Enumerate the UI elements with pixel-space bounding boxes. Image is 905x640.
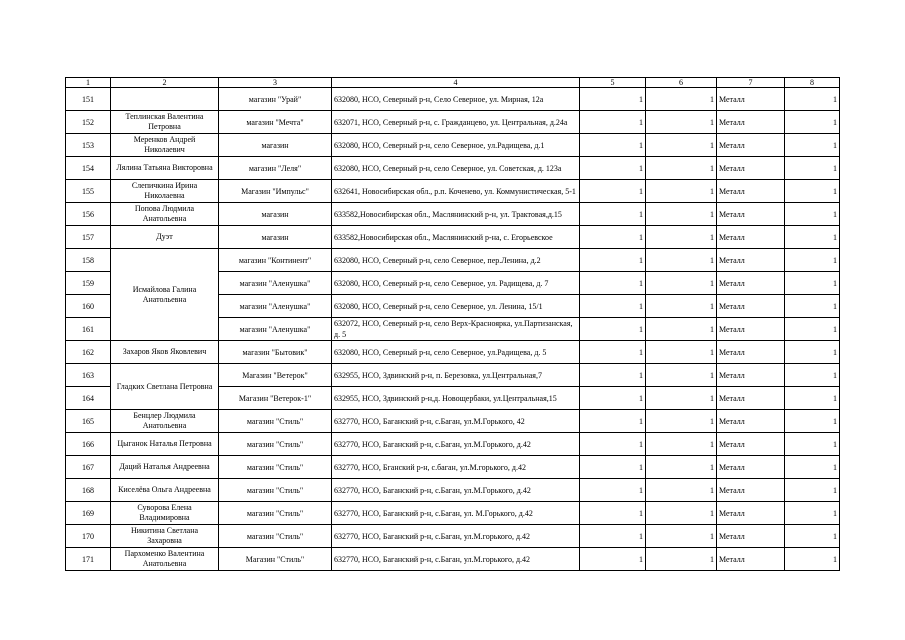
material-cell: Металл [717,295,785,318]
quantity-cell: 1 [646,180,717,203]
count-cell: 1 [785,502,840,525]
address-cell: 632080, НСО, Северный р-н, село Северное, ул.Радищева, д. 5 [332,341,580,364]
shop-name-cell: магазин "Стиль" [219,433,332,456]
quantity-cell: 1 [646,502,717,525]
quantity-cell: 1 [580,364,646,387]
row-number-cell: 170 [66,525,111,548]
table-body [66,78,840,571]
count-cell: 1 [785,318,840,341]
column-header: 8 [785,78,840,88]
quantity-cell: 1 [580,249,646,272]
quantity-cell: 1 [646,157,717,180]
quantity-cell: 1 [580,548,646,571]
quantity-cell: 1 [580,479,646,502]
shop-name-cell: магазин [219,226,332,249]
quantity-cell: 1 [580,295,646,318]
address-cell: 632071, НСО, Северный р-н, с. Гражданцево, ул. Центральная, д.24а [332,111,580,134]
material-cell: Металл [717,410,785,433]
material-cell: Металл [717,479,785,502]
address-cell: 632770, НСО, Бганский р-н, с.баган, ул.М.горького, д.42 [332,456,580,479]
column-header: 6 [646,78,717,88]
quantity-cell: 1 [580,111,646,134]
row-number-cell: 168 [66,479,111,502]
row-number-cell: 162 [66,341,111,364]
quantity-cell: 1 [646,364,717,387]
quantity-cell: 1 [580,272,646,295]
shop-name-cell: магазин "Аленушка" [219,272,332,295]
quantity-cell: 1 [580,157,646,180]
shop-name-cell: магазин "Аленушка" [219,318,332,341]
row-number-cell: 167 [66,456,111,479]
owner-name-cell: Цыганок Наталья Петровна [111,433,219,456]
table-row [66,180,840,203]
address-cell: 632770, НСО, Баганский р-н, с.Баган, ул.М.Горького, д.42 [332,479,580,502]
table-row [66,364,840,387]
table-row [66,502,840,525]
table-row [66,249,840,272]
address-cell: 632080, НСО, Северный р-н, село Северное, ул. Радищева, д. 7 [332,272,580,295]
row-number-cell: 156 [66,203,111,226]
quantity-cell: 1 [646,548,717,571]
quantity-cell: 1 [646,203,717,226]
table-row [66,433,840,456]
owner-name-cell: Даций Наталья Андреевна [111,456,219,479]
row-number-cell: 164 [66,387,111,410]
row-number-cell: 157 [66,226,111,249]
material-cell: Металл [717,456,785,479]
table-row [66,88,840,111]
address-cell: 632955, НСО, Здвинский р-н, п. Березовка, ул.Центральная,7 [332,364,580,387]
row-number-cell: 161 [66,318,111,341]
quantity-cell: 1 [646,272,717,295]
count-cell: 1 [785,203,840,226]
shop-name-cell: магазин "Стиль" [219,502,332,525]
address-cell: 632641, Новосибирская обл., р.п. Коченево, ул. Коммунистическая, 5-1 [332,180,580,203]
address-cell: 632080, НСО, Северный р-н, село Северное, ул. Советская, д. 123а [332,157,580,180]
shop-name-cell: магазин [219,134,332,157]
quantity-cell: 1 [580,410,646,433]
count-cell: 1 [785,456,840,479]
quantity-cell: 1 [580,525,646,548]
address-cell: 632770, НСО, Баганский р-н, с.Баган, ул. М.Горького, д.42 [332,502,580,525]
row-number-cell: 166 [66,433,111,456]
owner-name-cell: Лялина Татьяна Викторовна [111,157,219,180]
quantity-cell: 1 [646,410,717,433]
material-cell: Металл [717,157,785,180]
table-row [66,203,840,226]
quantity-cell: 1 [646,525,717,548]
material-cell: Металл [717,387,785,410]
row-number-cell: 160 [66,295,111,318]
material-cell: Металл [717,134,785,157]
row-number-cell: 169 [66,502,111,525]
quantity-cell: 1 [646,249,717,272]
shop-name-cell: магазин "Стиль" [219,479,332,502]
material-cell: Металл [717,272,785,295]
address-cell: 632955, НСО, Здвинский р-н,д. Новощербаки, ул.Центральная,15 [332,387,580,410]
column-header: 4 [332,78,580,88]
row-number-cell: 165 [66,410,111,433]
address-cell: 632770, НСО, Баганский р-н, с.Баган, ул.М.горького, д.42 [332,548,580,571]
owner-name-cell: Никитина Светлана Захаровна [111,525,219,548]
address-cell: 632770, НСО, Баганский р-н, с.Баган, ул.М.Горького, д.42 [332,433,580,456]
owner-name-cell: Киселёва Ольга Андреевна [111,479,219,502]
row-number-cell: 159 [66,272,111,295]
row-number-cell: 158 [66,249,111,272]
quantity-cell: 1 [646,88,717,111]
row-number-cell: 163 [66,364,111,387]
owner-name-cell: Суворова Елена Владимировна [111,502,219,525]
quantity-cell: 1 [580,387,646,410]
table-row [66,111,840,134]
quantity-cell: 1 [646,226,717,249]
count-cell: 1 [785,272,840,295]
quantity-cell: 1 [580,134,646,157]
address-cell: 632770, НСО, Баганский р-н, с.Баган, ул.М.горького, д.42 [332,525,580,548]
table-row [66,548,840,571]
owner-name-cell: Слепичкина Ирина Николаевна [111,180,219,203]
quantity-cell: 1 [646,456,717,479]
count-cell: 1 [785,180,840,203]
column-header: 7 [717,78,785,88]
row-number-cell: 153 [66,134,111,157]
shop-name-cell: магазин "Бытовик" [219,341,332,364]
material-cell: Металл [717,318,785,341]
count-cell: 1 [785,226,840,249]
material-cell: Металл [717,525,785,548]
quantity-cell: 1 [580,180,646,203]
table-row [66,456,840,479]
quantity-cell: 1 [646,318,717,341]
material-cell: Металл [717,111,785,134]
column-header: 2 [111,78,219,88]
quantity-cell: 1 [646,295,717,318]
quantity-cell: 1 [580,88,646,111]
count-cell: 1 [785,88,840,111]
count-cell: 1 [785,249,840,272]
table-row [66,410,840,433]
address-cell: 633582,Новосибирская обл., Маслянинский р-на, с. Егорьевское [332,226,580,249]
owner-name-cell: Меренков Андрей Николаевич [111,134,219,157]
count-cell: 1 [785,548,840,571]
material-cell: Металл [717,341,785,364]
shop-name-cell: магазин "Стиль" [219,525,332,548]
count-cell: 1 [785,525,840,548]
table-row [66,479,840,502]
count-cell: 1 [785,364,840,387]
material-cell: Металл [717,548,785,571]
material-cell: Металл [717,502,785,525]
shop-name-cell: магазин [219,203,332,226]
count-cell: 1 [785,387,840,410]
count-cell: 1 [785,157,840,180]
quantity-cell: 1 [580,318,646,341]
quantity-cell: 1 [646,479,717,502]
shop-name-cell: Магазин "Стиль" [219,548,332,571]
shop-name-cell: Магазин "Импульс" [219,180,332,203]
registry-table [65,77,840,571]
address-cell: 632080, НСО, Северный р-н, Село Северное, ул. Мирная, 12а [332,88,580,111]
row-number-cell: 154 [66,157,111,180]
address-cell: 632080, НСО, Северный р-н, село Северное, пер.Ленина, д.2 [332,249,580,272]
shop-name-cell: Магазин "Ветерок-1" [219,387,332,410]
owner-name-cell: Попова Людмила Анатольевна [111,203,219,226]
quantity-cell: 1 [580,433,646,456]
table-row [66,134,840,157]
address-cell: 632080, НСО, Северный р-н, село Северное, ул.Радищева, д.1 [332,134,580,157]
owner-name-cell: Гладких Светлана Петровна [111,364,219,410]
shop-name-cell: магазин "Континент" [219,249,332,272]
address-cell: 632770, НСО, Баганский р-н, с.Баган, ул.М.Горького, 42 [332,410,580,433]
owner-name-cell: Пархоменко Валентина Анатольевна [111,548,219,571]
material-cell: Металл [717,433,785,456]
address-cell: 632080, НСО, Северный р-н, село Северное, ул. Ленина, 15/1 [332,295,580,318]
shop-name-cell: магазин "Леля" [219,157,332,180]
count-cell: 1 [785,341,840,364]
quantity-cell: 1 [646,341,717,364]
shop-name-cell: магазин "Урай" [219,88,332,111]
table-row [66,525,840,548]
material-cell: Металл [717,203,785,226]
column-number-row [66,78,840,88]
shop-name-cell: Магазин "Ветерок" [219,364,332,387]
row-number-cell: 151 [66,88,111,111]
owner-name-cell: Исмайлова Галина Анатольевна [111,249,219,341]
quantity-cell: 1 [580,341,646,364]
material-cell: Металл [717,180,785,203]
quantity-cell: 1 [580,456,646,479]
quantity-cell: 1 [646,134,717,157]
shop-name-cell: магазин "Мечта" [219,111,332,134]
table-row [66,226,840,249]
owner-name-cell: Захаров Яков Яковлевич [111,341,219,364]
material-cell: Металл [717,364,785,387]
material-cell: Металл [717,249,785,272]
column-header: 5 [580,78,646,88]
material-cell: Металл [717,226,785,249]
shop-name-cell: магазин "Стиль" [219,456,332,479]
row-number-cell: 152 [66,111,111,134]
quantity-cell: 1 [580,502,646,525]
table-row [66,157,840,180]
quantity-cell: 1 [646,387,717,410]
row-number-cell: 155 [66,180,111,203]
column-header: 3 [219,78,332,88]
owner-name-cell: Бенцлер Людмила Анатольевна [111,410,219,433]
owner-name-cell [111,88,219,111]
owner-name-cell: Дуэт [111,226,219,249]
count-cell: 1 [785,134,840,157]
table-row [66,341,840,364]
quantity-cell: 1 [580,226,646,249]
count-cell: 1 [785,433,840,456]
quantity-cell: 1 [580,203,646,226]
quantity-cell: 1 [646,111,717,134]
column-header: 1 [66,78,111,88]
count-cell: 1 [785,111,840,134]
count-cell: 1 [785,295,840,318]
count-cell: 1 [785,479,840,502]
address-cell: 633582,Новосибирская обл., Маслянинский р-н, ул. Трактовая,д.15 [332,203,580,226]
owner-name-cell: Теплинская Валентина Петровна [111,111,219,134]
count-cell: 1 [785,410,840,433]
shop-name-cell: магазин "Аленушка" [219,295,332,318]
material-cell: Металл [717,88,785,111]
shop-name-cell: магазин "Стиль" [219,410,332,433]
address-cell: 632072, НСО, Северный р-н, село Верх-Красноярка, ул.Партизанская, д. 5 [332,318,580,341]
quantity-cell: 1 [646,433,717,456]
row-number-cell: 171 [66,548,111,571]
